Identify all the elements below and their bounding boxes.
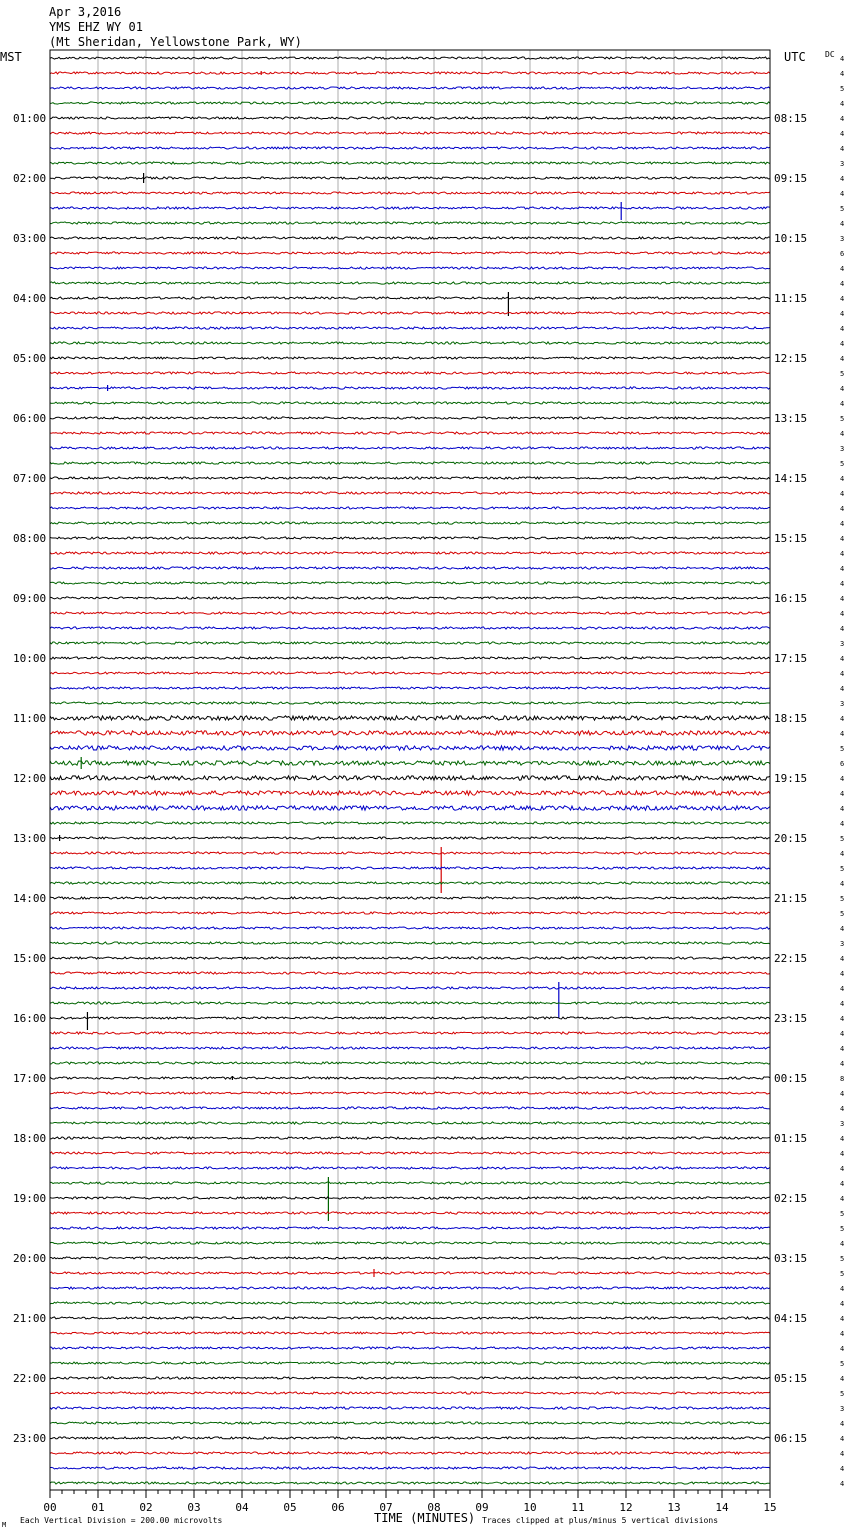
dc-offset-label: 5 <box>840 205 845 213</box>
record-date: Apr 3,2016 <box>49 5 122 19</box>
trace-row <box>50 327 770 329</box>
trace-row <box>50 1077 770 1079</box>
trace-row <box>50 1242 770 1244</box>
trace-row <box>50 1122 770 1124</box>
mst-hour-label: 13:00 <box>13 832 47 845</box>
mst-hour-label: 14:00 <box>13 892 47 905</box>
dc-offset-label: 4 <box>840 475 845 483</box>
trace-row <box>50 1152 770 1154</box>
utc-hour-label: 21:15 <box>774 892 808 905</box>
dc-offset-label: 3 <box>840 640 845 648</box>
trace-row <box>50 731 770 735</box>
trace-row <box>50 1422 770 1424</box>
dc-offset-label: 4 <box>840 1090 845 1098</box>
trace-row <box>50 1362 770 1364</box>
trace-row <box>50 852 770 854</box>
utc-hour-label: 12:15 <box>774 352 808 365</box>
trace-row <box>50 791 770 795</box>
dc-offset-label: 4 <box>840 955 845 963</box>
dc-offset-label: 4 <box>840 1015 845 1023</box>
trace-row <box>50 657 770 659</box>
trace-row <box>50 222 770 224</box>
dc-offset-label: 4 <box>840 610 845 618</box>
x-tick-label: 06 <box>331 1501 345 1514</box>
trace-row <box>50 1317 770 1319</box>
trace-row <box>50 927 770 929</box>
dc-offset-label: 5 <box>840 85 845 93</box>
trace-row <box>50 162 770 164</box>
station-code: YMS EHZ WY 01 <box>49 20 143 34</box>
utc-hour-label: 08:15 <box>774 112 808 125</box>
trace-row <box>50 387 770 389</box>
dc-offset-label: 4 <box>840 1150 845 1158</box>
trace-row <box>50 1257 770 1259</box>
dc-offset-label: 4 <box>840 565 845 573</box>
utc-hour-label: 15:15 <box>774 532 808 545</box>
trace-row <box>50 642 770 644</box>
trace-row <box>50 882 770 884</box>
dc-offset-label: 4 <box>840 385 845 393</box>
trace-row <box>50 1167 770 1169</box>
dc-offset-label: 4 <box>840 925 845 933</box>
trace-row <box>50 957 770 959</box>
trace-row <box>50 492 770 494</box>
dc-offset-label: 5 <box>840 1270 845 1278</box>
utc-hour-label: 19:15 <box>774 772 808 785</box>
dc-offset-label: 5 <box>840 835 845 843</box>
mst-hour-label: 11:00 <box>13 712 47 725</box>
dc-offset-label: 4 <box>840 70 845 78</box>
x-tick-label: 13 <box>667 1501 681 1514</box>
dc-offset-label: 6 <box>840 250 845 258</box>
utc-hour-label: 09:15 <box>774 172 808 185</box>
trace-row <box>50 1047 770 1049</box>
dc-offset-label: 5 <box>840 865 845 873</box>
dc-offset-label: 4 <box>840 535 845 543</box>
dc-offset-label: 4 <box>840 1240 845 1248</box>
trace-row <box>50 1287 770 1289</box>
trace-row <box>50 1107 770 1109</box>
trace-row <box>50 942 770 944</box>
trace-row <box>50 537 770 539</box>
dc-offset-label: 4 <box>840 685 845 693</box>
scale-note: Each Vertical Division = 200.00 microvolts <box>20 1516 223 1525</box>
trace-row <box>50 147 770 149</box>
dc-offset-label: 4 <box>840 1450 845 1458</box>
dc-offset-label: 4 <box>840 355 845 363</box>
dc-offset-label: 4 <box>840 100 845 108</box>
x-tick-label: 04 <box>235 1501 249 1514</box>
dc-offset-label: 4 <box>840 970 845 978</box>
mst-hour-label: 17:00 <box>13 1072 47 1085</box>
utc-hour-label: 03:15 <box>774 1252 808 1265</box>
dc-offset-label: 3 <box>840 700 845 708</box>
dc-offset-label: 4 <box>840 880 845 888</box>
trace-row <box>50 897 770 899</box>
trace-row <box>50 687 770 689</box>
utc-hour-label: 04:15 <box>774 1312 808 1325</box>
dc-offset-label: 4 <box>840 1465 845 1473</box>
dc-offset-label: 4 <box>840 655 845 663</box>
dc-offset-label: 4 <box>840 1195 845 1203</box>
x-tick-label: 03 <box>187 1501 201 1514</box>
trace-row <box>50 987 770 989</box>
trace-row <box>50 1212 770 1214</box>
dc-offset-label: 3 <box>840 235 845 243</box>
trace-row <box>50 746 770 750</box>
trace-row <box>50 1347 770 1349</box>
trace-row <box>50 1182 770 1184</box>
dc-offset-label: 4 <box>840 790 845 798</box>
dc-offset-label: 4 <box>840 1345 845 1353</box>
dc-offset-label: 4 <box>840 1435 845 1443</box>
trace-row <box>50 1407 770 1409</box>
trace-row <box>50 192 770 194</box>
trace-row <box>50 282 770 284</box>
trace-row <box>50 267 770 269</box>
dc-offset-label: 4 <box>840 490 845 498</box>
trace-row <box>50 1437 770 1439</box>
minute-gridlines <box>98 50 722 1490</box>
dc-offset-label: 4 <box>840 850 845 858</box>
trace-row <box>50 567 770 569</box>
dc-offset-label: 4 <box>840 1135 845 1143</box>
utc-hour-label: 02:15 <box>774 1192 808 1205</box>
trace-row <box>50 372 770 374</box>
mst-hour-label: 10:00 <box>13 652 47 665</box>
trace-row <box>50 177 770 179</box>
dc-offset-label: 4 <box>840 670 845 678</box>
mst-hour-label: 12:00 <box>13 772 47 785</box>
trace-row <box>50 252 770 254</box>
dc-offset-label: 4 <box>840 1030 845 1038</box>
trace-row <box>50 912 770 914</box>
dc-offset-label: 4 <box>840 580 845 588</box>
dc-offset-label: 4 <box>840 340 845 348</box>
x-tick-label: 14 <box>715 1501 729 1514</box>
dc-offset-label: 4 <box>840 805 845 813</box>
dc-offset-label: 5 <box>840 745 845 753</box>
dc-offset-label: 5 <box>840 1390 845 1398</box>
dc-offset-label: 3 <box>840 1405 845 1413</box>
dc-offset-label: 5 <box>840 895 845 903</box>
trace-row <box>50 1452 770 1454</box>
utc-hour-label: 11:15 <box>774 292 808 305</box>
trace-row <box>50 972 770 974</box>
x-axis-title: TIME (MINUTES) <box>374 1511 476 1525</box>
x-tick-label: 10 <box>523 1501 537 1514</box>
plot-frame <box>50 50 770 1490</box>
trace-row <box>50 597 770 599</box>
mst-hour-label: 16:00 <box>13 1012 47 1025</box>
mst-hour-label: 18:00 <box>13 1132 47 1145</box>
trace-row <box>50 117 770 119</box>
dc-offset-label: 4 <box>840 1000 845 1008</box>
clip-note: Traces clipped at plus/minus 5 vertical divisions <box>482 1516 719 1525</box>
trace-row <box>50 207 770 209</box>
x-tick-label: 11 <box>571 1501 585 1514</box>
trace-row <box>50 87 770 89</box>
dc-offset-label: 4 <box>840 280 845 288</box>
utc-hour-labels <box>774 112 807 1445</box>
trace-row <box>50 1377 770 1379</box>
trace-row <box>50 1392 770 1394</box>
trace-row <box>50 1302 770 1304</box>
dc-offset-label: 4 <box>840 1420 845 1428</box>
trace-row <box>50 342 770 344</box>
trace-row <box>50 822 770 824</box>
dc-offset-label: 5 <box>840 1225 845 1233</box>
dc-offset-label: 4 <box>840 520 845 528</box>
dc-offset-label: 4 <box>840 1330 845 1338</box>
x-tick-label: 01 <box>91 1501 105 1514</box>
mst-hour-label: 01:00 <box>13 112 47 125</box>
mst-hour-label: 22:00 <box>13 1372 47 1385</box>
dc-offset-label: 5 <box>840 1255 845 1263</box>
trace-row <box>50 402 770 404</box>
dc-offset-label: 4 <box>840 325 845 333</box>
dc-offset-label: 4 <box>840 715 845 723</box>
dc-offset-label: 4 <box>840 985 845 993</box>
dc-offset-label: 4 <box>840 505 845 513</box>
dc-offset-label: 4 <box>840 1315 845 1323</box>
utc-hour-label: 13:15 <box>774 412 808 425</box>
trace-row <box>50 462 770 464</box>
dc-offset-label: 4 <box>840 1300 845 1308</box>
station-location: (Mt Sheridan, Yellowstone Park, WY) <box>49 35 302 49</box>
trace-row <box>50 447 770 449</box>
trace-row <box>50 552 770 554</box>
mst-hour-label: 20:00 <box>13 1252 47 1265</box>
trace-row <box>50 1032 770 1034</box>
trace-row <box>50 1092 770 1094</box>
dc-offset-label: 4 <box>840 55 845 63</box>
trace-row <box>50 132 770 134</box>
x-tick-label: 07 <box>379 1501 393 1514</box>
trace-row <box>50 776 770 780</box>
mst-hour-label: 08:00 <box>13 532 47 545</box>
trace-row <box>50 1467 770 1469</box>
trace-row <box>50 507 770 509</box>
mst-hour-label: 07:00 <box>13 472 47 485</box>
dc-offset-label: 4 <box>840 775 845 783</box>
dc-offset-label: 4 <box>840 595 845 603</box>
dc-offset-label: 3 <box>840 445 845 453</box>
dc-offset-label: 4 <box>840 1180 845 1188</box>
mst-hour-label: 05:00 <box>13 352 47 365</box>
trace-row <box>50 627 770 629</box>
trace-row <box>50 1017 770 1019</box>
dc-offset-label: 6 <box>840 760 845 768</box>
dc-offset-label: 4 <box>840 820 845 828</box>
trace-row <box>50 761 770 765</box>
mst-hour-label: 03:00 <box>13 232 47 245</box>
dc-offset-label: 5 <box>840 1210 845 1218</box>
utc-hour-label: 06:15 <box>774 1432 808 1445</box>
trace-row <box>50 102 770 104</box>
mst-hour-labels <box>13 112 46 1445</box>
dc-offset-label: 4 <box>840 1285 845 1293</box>
utc-hour-label: 10:15 <box>774 232 808 245</box>
trace-row <box>50 806 770 810</box>
mst-hour-label: 23:00 <box>13 1432 47 1445</box>
dc-offset-label: 5 <box>840 370 845 378</box>
mst-hour-label: 15:00 <box>13 952 47 965</box>
dc-column-label: DC <box>825 50 835 59</box>
trace-row <box>50 477 770 479</box>
dc-offset-label: 4 <box>840 310 845 318</box>
utc-hour-label: 20:15 <box>774 832 808 845</box>
x-tick-label: 05 <box>283 1501 297 1514</box>
utc-hour-label: 00:15 <box>774 1072 808 1085</box>
trace-row <box>50 432 770 434</box>
trace-row <box>50 522 770 524</box>
utc-hour-label: 14:15 <box>774 472 808 485</box>
dc-offset-label: 5 <box>840 415 845 423</box>
dc-offset-label: 4 <box>840 400 845 408</box>
trace-row <box>50 1227 770 1229</box>
dc-offset-label: 8 <box>840 1075 845 1083</box>
utc-hour-label: 01:15 <box>774 1132 808 1145</box>
mst-hour-label: 04:00 <box>13 292 47 305</box>
trace-row <box>50 837 770 839</box>
dc-offset-label: 4 <box>840 1045 845 1053</box>
utc-hour-label: 16:15 <box>774 592 808 605</box>
dc-offset-label: 4 <box>840 550 845 558</box>
dc-offset-label: 4 <box>840 430 845 438</box>
dc-offset-label: 4 <box>840 1060 845 1068</box>
trace-row <box>50 237 770 239</box>
dc-offset-label: 4 <box>840 190 845 198</box>
x-tick-label: 00 <box>43 1501 57 1514</box>
trace-row <box>50 312 770 314</box>
dc-offset-label: 5 <box>840 910 845 918</box>
dc-offset-label: 5 <box>840 1360 845 1368</box>
trace-row <box>50 716 770 720</box>
trace-row <box>50 297 770 299</box>
trace-row <box>50 1137 770 1139</box>
trace-row <box>50 357 770 359</box>
utc-hour-label: 18:15 <box>774 712 808 725</box>
dc-offset-label: 3 <box>840 1120 845 1128</box>
left-timezone-label: MST <box>0 50 22 64</box>
dc-offset-label: 4 <box>840 145 845 153</box>
dc-offset-label: 4 <box>840 175 845 183</box>
corner-mark: M <box>2 1521 7 1529</box>
dc-offset-label: 4 <box>840 1165 845 1173</box>
utc-hour-label: 17:15 <box>774 652 808 665</box>
dc-offset-label: 4 <box>840 1480 845 1488</box>
dc-offset-label: 3 <box>840 160 845 168</box>
trace-row <box>50 582 770 584</box>
dc-offset-label: 4 <box>840 1375 845 1383</box>
trace-row <box>50 72 770 74</box>
utc-hour-label: 05:15 <box>774 1372 808 1385</box>
trace-row <box>50 1482 770 1484</box>
x-tick-label: 09 <box>475 1501 489 1514</box>
dc-offset-label: 4 <box>840 115 845 123</box>
dc-offset-label: 4 <box>840 295 845 303</box>
dc-offset-label: 3 <box>840 940 845 948</box>
mst-hour-label: 09:00 <box>13 592 47 605</box>
trace-row <box>50 1272 770 1274</box>
trace-rows <box>50 57 770 1484</box>
dc-offset-label: 5 <box>840 460 845 468</box>
dc-offset-label: 4 <box>840 265 845 273</box>
trace-row <box>50 867 770 869</box>
dc-offset-label: 4 <box>840 220 845 228</box>
trace-row <box>50 1332 770 1334</box>
trace-row <box>50 702 770 704</box>
dc-offset-label: 4 <box>840 130 845 138</box>
trace-row <box>50 1002 770 1004</box>
trace-row <box>50 672 770 674</box>
x-tick-label: 02 <box>139 1501 153 1514</box>
mst-hour-label: 06:00 <box>13 412 47 425</box>
x-tick-label: 15 <box>763 1501 777 1514</box>
trace-row <box>50 1062 770 1064</box>
mst-hour-label: 19:00 <box>13 1192 47 1205</box>
trace-row <box>50 612 770 614</box>
mst-hour-label: 21:00 <box>13 1312 47 1325</box>
x-tick-label: 12 <box>619 1501 633 1514</box>
utc-hour-label: 23:15 <box>774 1012 808 1025</box>
mst-hour-label: 02:00 <box>13 172 47 185</box>
trace-row <box>50 417 770 419</box>
trace-row <box>50 57 770 59</box>
x-tick-label: 08 <box>427 1501 441 1514</box>
dc-offset-label: 4 <box>840 730 845 738</box>
dc-offset-labels <box>840 55 844 1488</box>
trace-row <box>50 1197 770 1199</box>
utc-hour-label: 22:15 <box>774 952 808 965</box>
right-timezone-label: UTC <box>784 50 806 64</box>
dc-offset-label: 4 <box>840 1105 845 1113</box>
dc-offset-label: 4 <box>840 625 845 633</box>
